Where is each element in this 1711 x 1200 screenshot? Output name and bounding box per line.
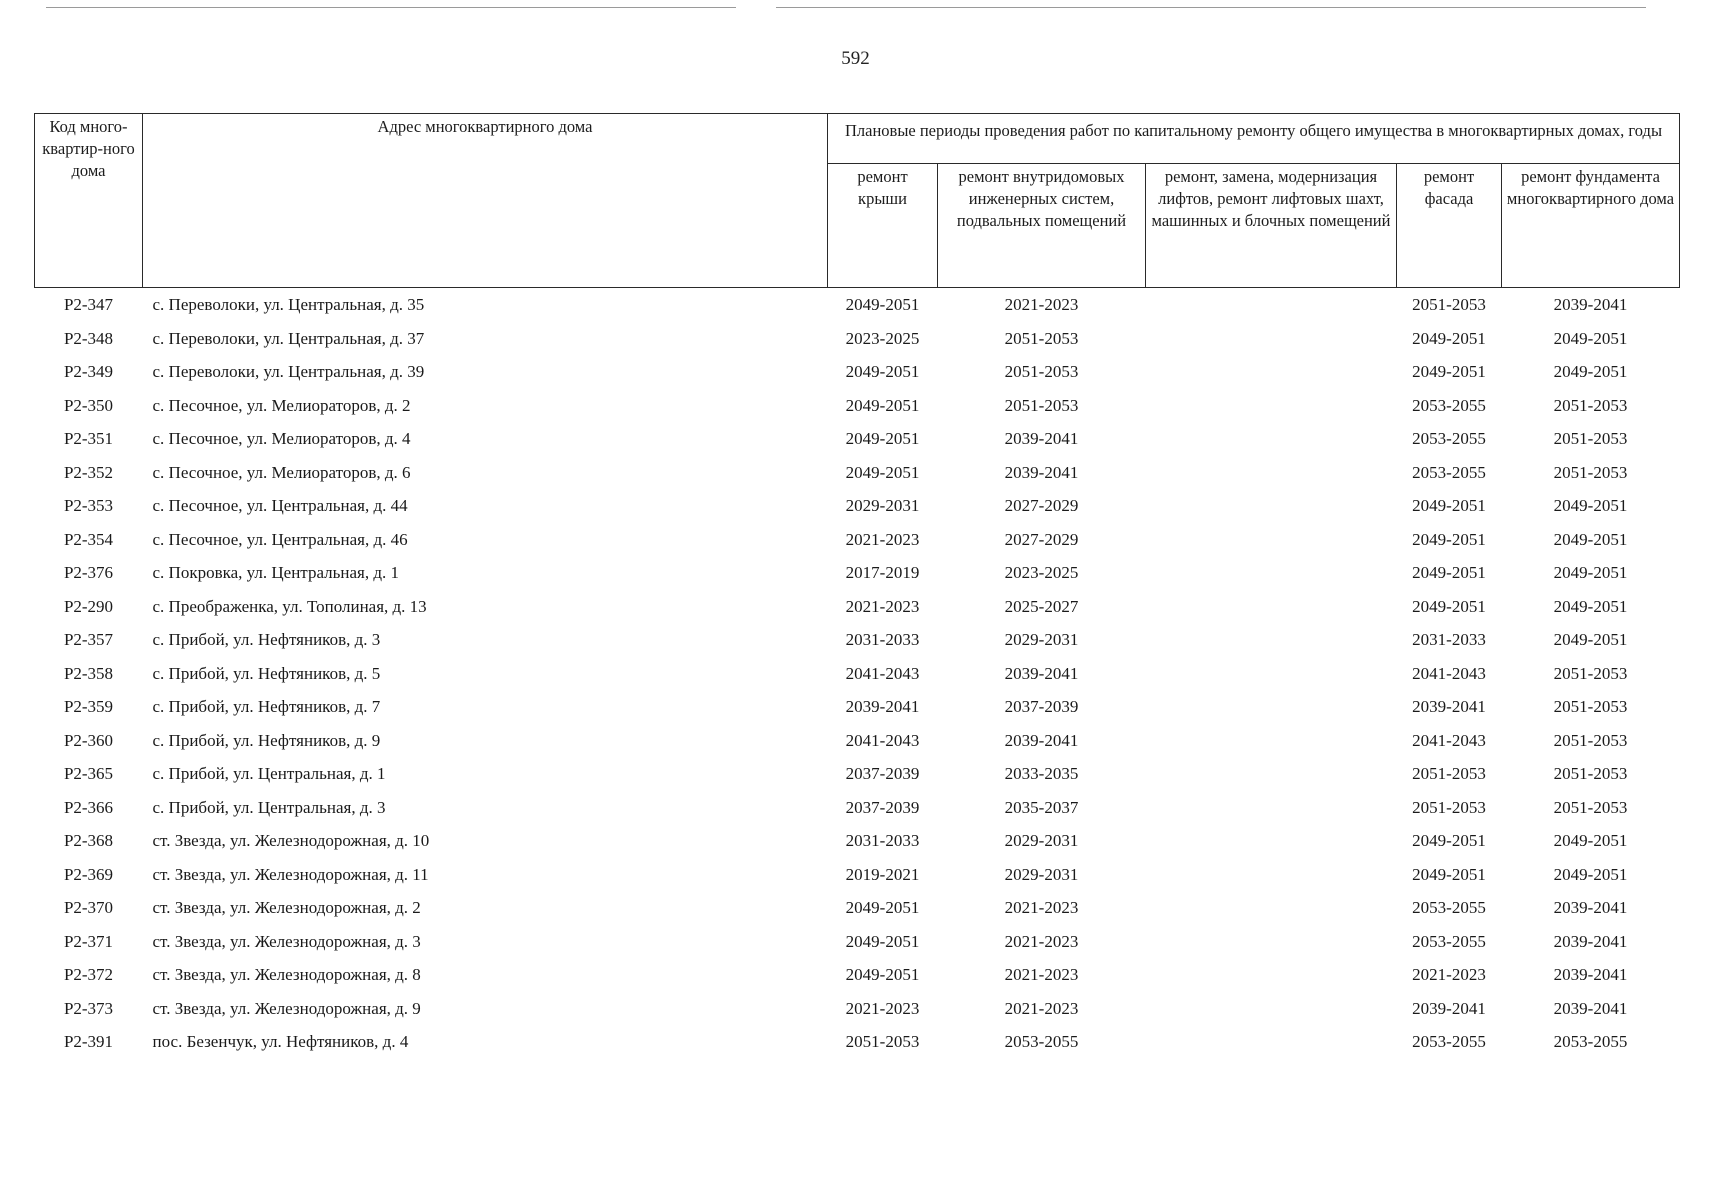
cell-address: с. Песочное, ул. Центральная, д. 44 bbox=[152, 496, 408, 515]
cell-address: с. Покровка, ул. Центральная, д. 1 bbox=[152, 563, 399, 582]
cell-foundation: 2049-2051 bbox=[1553, 831, 1628, 850]
cell-address: с. Песочное, ул. Мелиораторов, д. 4 bbox=[152, 429, 411, 448]
cell-facade: 2039-2041 bbox=[1412, 697, 1486, 716]
cell-foundation: 2049-2051 bbox=[1553, 596, 1628, 616]
cell-foundation: 2051-2053 bbox=[1553, 797, 1628, 817]
cell-address: с. Прибой, ул. Центральная, д. 1 bbox=[152, 764, 386, 783]
cell-facade: 2039-2041 bbox=[1412, 998, 1486, 1018]
cell-engineering: 2029-2031 bbox=[1004, 630, 1079, 649]
table-row bbox=[35, 1025, 1680, 1059]
cell-facade: 2051-2053 bbox=[1412, 295, 1486, 314]
cell-facade: 2049-2051 bbox=[1412, 362, 1486, 381]
cell-lifts bbox=[1146, 757, 1397, 791]
scan-top-line-right bbox=[776, 7, 1646, 8]
header-foundation: ремонт фундамента многоквартирного дома bbox=[1502, 164, 1680, 288]
cell-engineering: 2053-2055 bbox=[1004, 1032, 1079, 1051]
cell-code: Р2-365 bbox=[63, 764, 114, 783]
cell-foundation: 2049-2051 bbox=[1553, 529, 1628, 549]
cell-address: ст. Звезда, ул. Железнодорожная, д. 9 bbox=[152, 998, 421, 1018]
cell-foundation: 2051-2053 bbox=[1553, 730, 1628, 750]
cell-engineering: 2039-2041 bbox=[1004, 730, 1079, 750]
cell-foundation: 2051-2053 bbox=[1553, 462, 1628, 482]
cell-address: с. Прибой, ул. Нефтяников, д. 7 bbox=[152, 697, 381, 716]
cell-address: с. Прибой, ул. Нефтяников, д. 3 bbox=[152, 630, 381, 649]
cell-engineering: 2051-2053 bbox=[1004, 395, 1079, 415]
cell-foundation: 2039-2041 bbox=[1553, 931, 1628, 951]
cell-facade: 2053-2055 bbox=[1412, 395, 1486, 415]
cell-lifts bbox=[1146, 690, 1397, 724]
header-code: Код много-квартир-ного дома bbox=[35, 114, 143, 288]
cell-engineering: 2039-2041 bbox=[1004, 663, 1079, 683]
cell-foundation: 2051-2053 bbox=[1553, 697, 1628, 716]
cell-address: с. Прибой, ул. Центральная, д. 3 bbox=[152, 797, 386, 817]
cell-facade: 2053-2055 bbox=[1412, 898, 1486, 917]
table-row bbox=[35, 992, 1680, 1026]
cell-lifts bbox=[1146, 590, 1397, 624]
cell-foundation: 2051-2053 bbox=[1553, 663, 1628, 683]
cell-address: с. Переволоки, ул. Центральная, д. 35 bbox=[152, 295, 425, 314]
cell-facade: 2049-2051 bbox=[1412, 864, 1486, 884]
cell-roof: 2049-2051 bbox=[845, 462, 920, 482]
header-facade: ремонт фасада bbox=[1397, 164, 1502, 288]
cell-lifts bbox=[1146, 657, 1397, 691]
register-sheet bbox=[34, 113, 1679, 1059]
cell-facade: 2049-2051 bbox=[1412, 831, 1486, 850]
cell-code: Р2-370 bbox=[63, 898, 114, 917]
cell-lifts bbox=[1146, 992, 1397, 1026]
cell-address: с. Песочное, ул. Мелиораторов, д. 2 bbox=[152, 395, 411, 415]
cell-engineering: 2039-2041 bbox=[1004, 462, 1079, 482]
cell-code: Р2-369 bbox=[63, 864, 114, 884]
table-row bbox=[35, 824, 1680, 858]
cell-code: Р2-350 bbox=[63, 395, 114, 415]
table-body bbox=[35, 288, 1680, 1059]
cell-roof: 2049-2051 bbox=[845, 931, 920, 951]
cell-facade: 2021-2023 bbox=[1412, 965, 1486, 984]
cell-code: Р2-353 bbox=[63, 496, 114, 515]
cell-lifts bbox=[1146, 858, 1397, 892]
cell-foundation: 2049-2051 bbox=[1553, 630, 1628, 649]
cell-lifts bbox=[1146, 958, 1397, 992]
cell-roof: 2031-2033 bbox=[845, 630, 920, 649]
cell-code: Р2-349 bbox=[63, 362, 114, 381]
table-row bbox=[35, 556, 1680, 590]
table-row bbox=[35, 355, 1680, 389]
cell-engineering: 2021-2023 bbox=[1004, 965, 1079, 984]
cell-roof: 2049-2051 bbox=[845, 898, 920, 917]
cell-engineering: 2023-2025 bbox=[1004, 563, 1079, 582]
cell-facade: 2049-2051 bbox=[1412, 529, 1486, 549]
table-row bbox=[35, 456, 1680, 490]
cell-roof: 2037-2039 bbox=[845, 764, 920, 783]
capital-repair-table bbox=[34, 113, 1680, 1059]
cell-facade: 2041-2043 bbox=[1412, 730, 1486, 750]
cell-lifts bbox=[1146, 322, 1397, 356]
cell-roof: 2049-2051 bbox=[845, 395, 920, 415]
cell-foundation: 2049-2051 bbox=[1553, 496, 1628, 515]
cell-facade: 2049-2051 bbox=[1412, 496, 1486, 515]
cell-foundation: 2049-2051 bbox=[1553, 362, 1628, 381]
cell-lifts bbox=[1146, 355, 1397, 389]
cell-roof: 2031-2033 bbox=[845, 831, 920, 850]
cell-address: с. Прибой, ул. Нефтяников, д. 9 bbox=[152, 730, 381, 750]
cell-engineering: 2027-2029 bbox=[1004, 496, 1079, 515]
cell-address: с. Прибой, ул. Нефтяников, д. 5 bbox=[152, 663, 381, 683]
table-row bbox=[35, 489, 1680, 523]
table-row bbox=[35, 757, 1680, 791]
cell-facade: 2031-2033 bbox=[1412, 630, 1486, 649]
table-row bbox=[35, 858, 1680, 892]
cell-facade: 2049-2051 bbox=[1412, 328, 1486, 348]
cell-facade: 2049-2051 bbox=[1412, 563, 1486, 582]
cell-lifts bbox=[1146, 489, 1397, 523]
table-row bbox=[35, 690, 1680, 724]
header-roof: ремонт крыши bbox=[828, 164, 938, 288]
cell-foundation: 2051-2053 bbox=[1553, 764, 1628, 783]
header-address: Адрес многоквартирного дома bbox=[143, 114, 828, 288]
table-row bbox=[35, 724, 1680, 758]
cell-lifts bbox=[1146, 1025, 1397, 1059]
page-number: 592 bbox=[841, 48, 870, 69]
cell-code: Р2-371 bbox=[63, 931, 114, 951]
cell-foundation: 2053-2055 bbox=[1553, 1032, 1628, 1051]
cell-roof: 2021-2023 bbox=[845, 596, 920, 616]
cell-lifts bbox=[1146, 791, 1397, 825]
cell-address: с. Преображенка, ул. Тополиная, д. 13 bbox=[152, 596, 427, 616]
cell-engineering: 2021-2023 bbox=[1004, 295, 1079, 314]
cell-code: Р2-368 bbox=[63, 831, 114, 850]
cell-code: Р2-354 bbox=[63, 529, 114, 549]
cell-foundation: 2049-2051 bbox=[1553, 864, 1628, 884]
cell-code: Р2-376 bbox=[63, 563, 114, 582]
cell-lifts bbox=[1146, 623, 1397, 657]
cell-code: Р2-352 bbox=[63, 462, 114, 482]
cell-foundation: 2039-2041 bbox=[1553, 898, 1628, 917]
cell-address: с. Песочное, ул. Мелиораторов, д. 6 bbox=[152, 462, 411, 482]
cell-facade: 2053-2055 bbox=[1412, 462, 1486, 482]
cell-roof: 2039-2041 bbox=[845, 697, 920, 716]
cell-code: Р2-357 bbox=[63, 630, 114, 649]
cell-foundation: 2051-2053 bbox=[1553, 429, 1628, 448]
cell-address: с. Песочное, ул. Центральная, д. 46 bbox=[152, 529, 408, 549]
cell-roof: 2041-2043 bbox=[845, 663, 920, 683]
cell-engineering: 2021-2023 bbox=[1004, 931, 1079, 951]
cell-lifts bbox=[1146, 891, 1397, 925]
header-planned-periods: Плановые периоды проведения работ по капитальному ремонту общего имущества в многоквартирных домах, годы bbox=[828, 114, 1680, 164]
cell-facade: 2053-2055 bbox=[1412, 429, 1486, 448]
table-row bbox=[35, 590, 1680, 624]
cell-engineering: 2039-2041 bbox=[1004, 429, 1079, 448]
table-header bbox=[35, 114, 1680, 288]
cell-facade: 2049-2051 bbox=[1412, 596, 1486, 616]
cell-engineering: 2021-2023 bbox=[1004, 898, 1079, 917]
cell-engineering: 2029-2031 bbox=[1004, 831, 1079, 850]
header-engineering: ремонт внутридомовых инженерных систем, подвальных помещений bbox=[938, 164, 1146, 288]
cell-lifts bbox=[1146, 422, 1397, 456]
cell-foundation: 2039-2041 bbox=[1553, 998, 1628, 1018]
cell-roof: 2049-2051 bbox=[845, 429, 920, 448]
cell-address: с. Переволоки, ул. Центральная, д. 37 bbox=[152, 328, 425, 348]
cell-roof: 2019-2021 bbox=[845, 864, 920, 884]
cell-engineering: 2021-2023 bbox=[1004, 998, 1079, 1018]
scan-top-line-left bbox=[46, 7, 736, 8]
cell-facade: 2053-2055 bbox=[1412, 1032, 1486, 1051]
cell-address: с. Переволоки, ул. Центральная, д. 39 bbox=[152, 362, 425, 381]
cell-code: Р2-348 bbox=[63, 328, 114, 348]
cell-lifts bbox=[1146, 523, 1397, 557]
cell-code: Р2-373 bbox=[63, 998, 114, 1018]
cell-engineering: 2027-2029 bbox=[1004, 529, 1079, 549]
cell-roof: 2049-2051 bbox=[845, 965, 920, 984]
cell-foundation: 2051-2053 bbox=[1553, 395, 1628, 415]
cell-roof: 2017-2019 bbox=[845, 563, 920, 582]
cell-engineering: 2051-2053 bbox=[1004, 328, 1079, 348]
cell-code: Р2-290 bbox=[63, 596, 114, 616]
cell-roof: 2051-2053 bbox=[845, 1032, 920, 1051]
cell-engineering: 2025-2027 bbox=[1004, 596, 1079, 616]
cell-address: пос. Безенчук, ул. Нефтяников, д. 4 bbox=[152, 1032, 409, 1051]
cell-engineering: 2035-2037 bbox=[1004, 797, 1079, 817]
table-row bbox=[35, 523, 1680, 557]
cell-foundation: 2049-2051 bbox=[1553, 328, 1628, 348]
table-row bbox=[35, 322, 1680, 356]
cell-code: Р2-351 bbox=[63, 429, 114, 448]
cell-code: Р2-366 bbox=[63, 797, 114, 817]
cell-lifts bbox=[1146, 456, 1397, 490]
cell-lifts bbox=[1146, 824, 1397, 858]
cell-foundation: 2049-2051 bbox=[1553, 563, 1628, 582]
table-row bbox=[35, 891, 1680, 925]
table-row bbox=[35, 623, 1680, 657]
cell-lifts bbox=[1146, 724, 1397, 758]
cell-roof: 2049-2051 bbox=[845, 295, 920, 314]
cell-facade: 2053-2055 bbox=[1412, 931, 1486, 951]
cell-lifts bbox=[1146, 925, 1397, 959]
cell-roof: 2029-2031 bbox=[845, 496, 920, 515]
cell-code: Р2-358 bbox=[63, 663, 114, 683]
cell-roof: 2049-2051 bbox=[845, 362, 920, 381]
table-row bbox=[35, 925, 1680, 959]
cell-lifts bbox=[1146, 288, 1397, 322]
cell-facade: 2041-2043 bbox=[1412, 663, 1486, 683]
cell-engineering: 2051-2053 bbox=[1004, 362, 1079, 381]
table-row bbox=[35, 288, 1680, 322]
table-row bbox=[35, 958, 1680, 992]
cell-address: ст. Звезда, ул. Железнодорожная, д. 11 bbox=[152, 864, 429, 884]
cell-roof: 2041-2043 bbox=[845, 730, 920, 750]
table-row bbox=[35, 389, 1680, 423]
cell-code: Р2-360 bbox=[63, 730, 114, 750]
cell-lifts bbox=[1146, 389, 1397, 423]
cell-address: ст. Звезда, ул. Железнодорожная, д. 3 bbox=[152, 931, 421, 951]
cell-roof: 2021-2023 bbox=[845, 998, 920, 1018]
cell-foundation: 2039-2041 bbox=[1553, 295, 1628, 314]
cell-roof: 2037-2039 bbox=[845, 797, 920, 817]
cell-engineering: 2037-2039 bbox=[1004, 697, 1079, 716]
cell-address: ст. Звезда, ул. Железнодорожная, д. 8 bbox=[152, 965, 421, 984]
cell-foundation: 2039-2041 bbox=[1553, 965, 1628, 984]
header-lifts: ремонт, замена, модернизация лифтов, ремонт лифтовых шахт, машинных и блочных помещений bbox=[1146, 164, 1397, 288]
table-row bbox=[35, 791, 1680, 825]
cell-code: Р2-372 bbox=[63, 965, 114, 984]
cell-code: Р2-359 bbox=[63, 697, 114, 716]
cell-roof: 2023-2025 bbox=[845, 328, 920, 348]
cell-address: ст. Звезда, ул. Железнодорожная, д. 2 bbox=[152, 898, 421, 917]
table-row bbox=[35, 422, 1680, 456]
cell-engineering: 2033-2035 bbox=[1004, 764, 1079, 783]
table-row bbox=[35, 657, 1680, 691]
cell-code: Р2-391 bbox=[63, 1032, 114, 1051]
cell-facade: 2051-2053 bbox=[1412, 797, 1486, 817]
cell-facade: 2051-2053 bbox=[1412, 764, 1486, 783]
cell-lifts bbox=[1146, 556, 1397, 590]
cell-code: Р2-347 bbox=[63, 295, 114, 314]
cell-engineering: 2029-2031 bbox=[1004, 864, 1079, 884]
cell-roof: 2021-2023 bbox=[845, 529, 920, 549]
cell-address: ст. Звезда, ул. Железнодорожная, д. 10 bbox=[152, 831, 430, 850]
